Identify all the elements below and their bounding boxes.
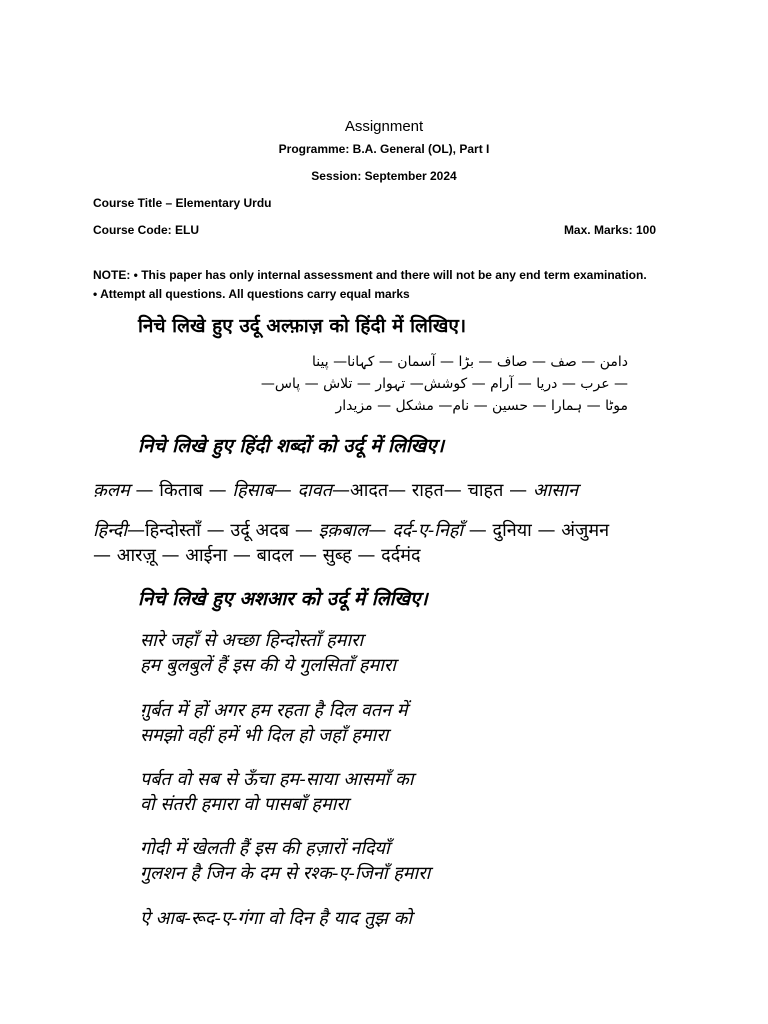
max-marks: Max. Marks: 100 xyxy=(563,223,656,237)
couplet-1-line-2: हम बुलबुलें हैं इस की ये गुलसिताँ हमारा xyxy=(140,655,396,676)
word-kitab: — किताब — xyxy=(135,480,227,501)
couplet-5-line-1: ऐ आब-रूद-ए-गंगा वो दिन है याद तुझ को xyxy=(140,908,413,929)
hindi-word-line-2 xyxy=(93,518,609,542)
section1-heading: निचे लिखे हुए उर्दू अल्फ़ाज़ को हिंदी में लिखिए। xyxy=(138,315,467,337)
word-dard-e-nihan: दर्द-ए-निहाँ xyxy=(392,520,464,541)
programme-line: Programme: B.A. General (OL), Part I xyxy=(278,142,490,156)
word-duniya-anjuman: — दुनिया — अंजुमन xyxy=(468,520,610,541)
dash: — xyxy=(368,520,387,541)
session-line: Session: September 2024 xyxy=(311,169,457,183)
couplet-4-line-1: गोदी में खेलती हैं इस की हज़ारों नदियाँ xyxy=(140,838,390,859)
couplet-2-line-1: ग़ुर्बत में हों अगर हम रहता है दिल वतन में xyxy=(140,700,408,721)
course-title: Course Title – Elementary Urdu xyxy=(93,196,272,210)
couplet-2-line-2: समझो वहीं हमें भी दिल हो जहाँ हमारा xyxy=(140,725,389,746)
section2-heading: निचे लिखे हुए हिंदी शब्दों को उर्दू में लिखिए। xyxy=(138,435,445,457)
word-hindi: हिन्दी xyxy=(93,520,128,541)
urdu-word-line-1: دامن — صف — صاف — بڑا — آسمان — کہانا— پینا xyxy=(312,354,628,370)
course-code: Course Code: ELU xyxy=(93,223,200,237)
couplet-4-line-2: गुलशन है जिन के दम से रश्क-ए-जिनाँ हमारा xyxy=(140,863,431,884)
hindi-word-line-3: — आरज़ू — आईना — बादल — सुब्ह — दर्दमंद xyxy=(93,545,421,566)
word-iqbal: इक़बाल xyxy=(318,520,369,541)
note-line-2: • Attempt all questions. All questions carry equal marks xyxy=(93,287,410,301)
word-aasan: आसान xyxy=(532,480,579,501)
couplet-3-line-2: वो संतरी हमारा वो पासबाँ हमारा xyxy=(140,794,349,815)
couplet-3-line-1: पर्बत वो सब से ऊँचा हम-साया आसमाँ का xyxy=(140,769,414,790)
hindi-word-line-1 xyxy=(93,478,578,502)
word-qalam: क़लम xyxy=(93,480,130,501)
couplet-1-line-1: सारे जहाँ से अच्छा हिन्दोस्ताँ हमारा xyxy=(140,630,364,651)
urdu-word-line-2: — عرب — دریا — آرام — کوشش— تہوار — تلاش — پاس— xyxy=(260,376,628,392)
section3-heading: निचे लिखे हुए अशआर को उर्दू में लिखिए। xyxy=(138,588,428,610)
word-dawat: दावत xyxy=(297,480,332,501)
word-aadat-rahat-chahat: —आदत— राहत— चाहत — xyxy=(331,480,528,501)
page-title: Assignment xyxy=(344,118,424,135)
urdu-word-line-3: موٹا — ہمارا — حسین — نام— مشکل — مزیدار xyxy=(335,398,628,414)
note-line-1: NOTE: • This paper has only internal assessment and there will not be any end term examination. xyxy=(93,268,647,282)
word-hindostan-urdu-adab: —हिन्दोस्ताँ — उर्दू अदब — xyxy=(127,520,313,541)
dash: — xyxy=(273,480,292,501)
word-hisab: हिसाब xyxy=(232,480,274,501)
